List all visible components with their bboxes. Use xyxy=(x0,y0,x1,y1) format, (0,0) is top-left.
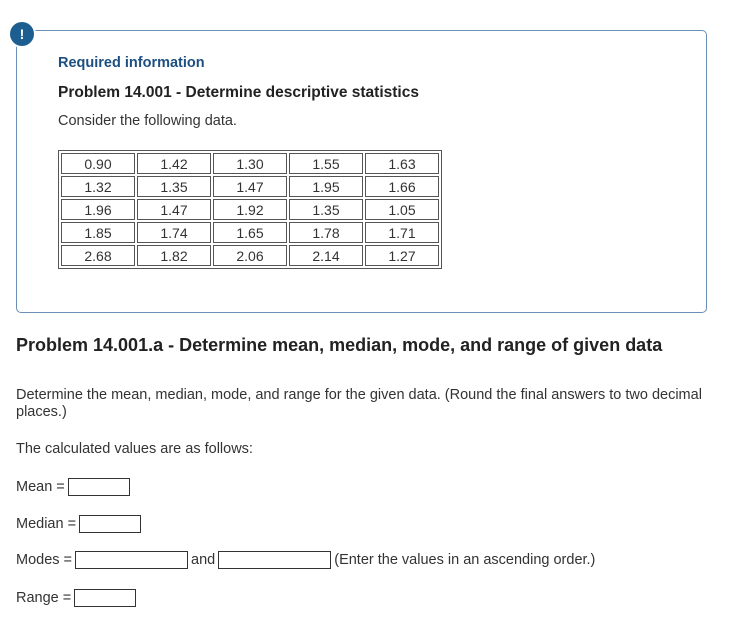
table-cell: 0.90 xyxy=(61,153,135,174)
table-cell: 1.30 xyxy=(213,153,287,174)
table-cell: 1.35 xyxy=(289,199,363,220)
table-row xyxy=(61,222,439,243)
table-row xyxy=(61,153,439,174)
modes-row xyxy=(16,551,595,569)
table-cell: 1.63 xyxy=(365,153,439,174)
data-intro-text: Consider the following data. xyxy=(58,113,237,129)
table-cell: 1.47 xyxy=(213,176,287,197)
table-cell: 1.66 xyxy=(365,176,439,197)
mode-1-input[interactable] xyxy=(75,551,188,569)
part-a-title: Problem 14.001.a - Determine mean, median, mode, and range of given data xyxy=(16,335,663,355)
data-table xyxy=(58,150,442,269)
median-row xyxy=(16,515,141,533)
table-cell: 1.74 xyxy=(137,222,211,243)
table-cell: 1.55 xyxy=(289,153,363,174)
table-cell: 1.95 xyxy=(289,176,363,197)
modes-label: Modes = xyxy=(16,552,73,568)
table-cell: 1.65 xyxy=(213,222,287,243)
mean-input[interactable] xyxy=(68,478,130,496)
mode-2-input[interactable] xyxy=(218,551,331,569)
table-cell: 1.85 xyxy=(61,222,135,243)
table-cell: 1.32 xyxy=(61,176,135,197)
table-cell: 2.68 xyxy=(61,245,135,266)
calculated-values-intro: The calculated values are as follows: xyxy=(16,441,253,457)
range-row xyxy=(16,589,136,607)
instructions-text: Determine the mean, median, mode, and range for the given data. (Round the final answers to two decimal places.) xyxy=(16,387,702,420)
mean-label: Mean = xyxy=(16,479,65,495)
median-label: Median = xyxy=(16,516,77,532)
median-input[interactable] xyxy=(79,515,141,533)
table-cell: 1.92 xyxy=(213,199,287,220)
table-cell: 1.47 xyxy=(137,199,211,220)
table-cell: 1.71 xyxy=(365,222,439,243)
table-cell: 2.14 xyxy=(289,245,363,266)
modes-order-note: (Enter the values in an ascending order.) xyxy=(334,552,596,568)
alert-icon: ! xyxy=(10,22,34,46)
modes-and-text: and xyxy=(191,552,216,568)
table-cell: 1.78 xyxy=(289,222,363,243)
table-cell: 1.27 xyxy=(365,245,439,266)
table-cell: 1.42 xyxy=(137,153,211,174)
table-cell: 1.82 xyxy=(137,245,211,266)
table-cell: 1.35 xyxy=(137,176,211,197)
range-label: Range = xyxy=(16,590,72,606)
table-cell: 1.05 xyxy=(365,199,439,220)
table-cell: 1.96 xyxy=(61,199,135,220)
table-row xyxy=(61,199,439,220)
table-row xyxy=(61,176,439,197)
range-input[interactable] xyxy=(74,589,136,607)
table-cell: 2.06 xyxy=(213,245,287,266)
mean-row xyxy=(16,478,130,496)
table-row xyxy=(61,245,439,266)
required-info-heading: Required information xyxy=(58,55,205,71)
problem-title: Problem 14.001 - Determine descriptive statistics xyxy=(58,84,419,101)
